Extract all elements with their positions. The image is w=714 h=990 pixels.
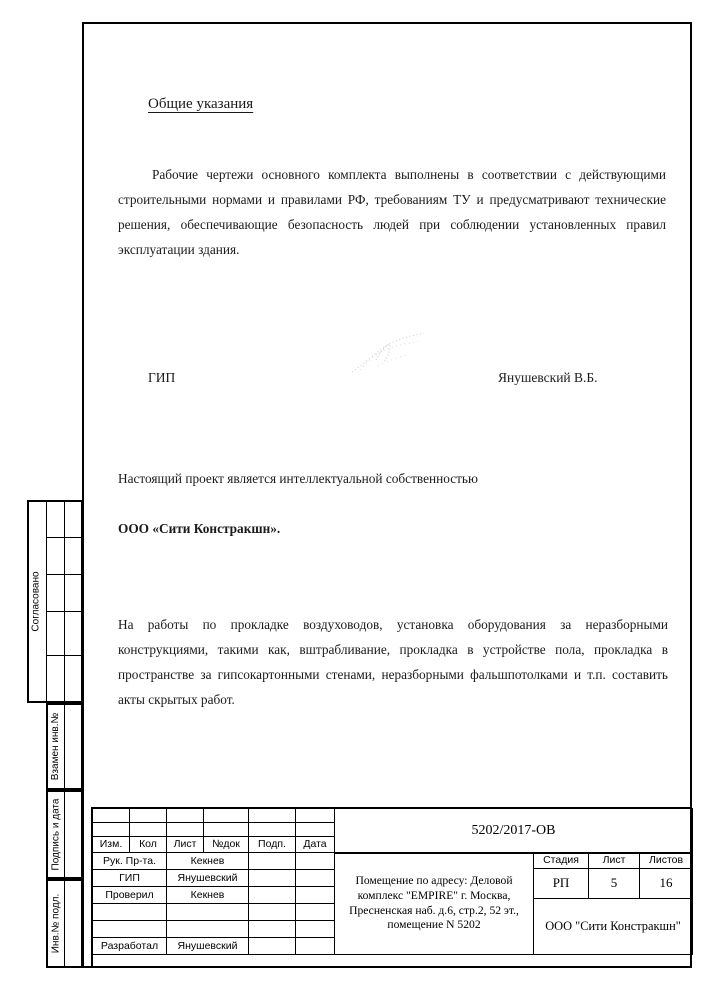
revision-cell	[92, 822, 130, 837]
stamp-role-name	[166, 903, 249, 921]
stamp-header-list: Лист	[166, 836, 204, 853]
stamp-role-name	[166, 920, 249, 938]
stamp-role-label	[92, 903, 167, 921]
stamp-role-date	[295, 886, 335, 904]
document-code: 5202/2017-ОВ	[334, 808, 693, 854]
margin-label-signature-date: Подпись и дата	[50, 798, 61, 871]
sheets-label: Листов	[639, 852, 693, 869]
object-description: Помещение по адресу: Деловой комплекс "EMPIRE" г. Москва, Пресненская наб. д.6, стр.2, 52 эт., помещение N 5202	[334, 852, 534, 955]
stamp-role-label	[92, 920, 167, 938]
ownership-paragraph	[118, 466, 618, 541]
margin-label-inventory-number: Инв.№ подл.	[50, 893, 62, 954]
stamp-role-sign	[248, 852, 296, 870]
revision-cell	[203, 822, 249, 837]
stage-label: Стадия	[533, 852, 589, 869]
margin-label-approval: Согласовано	[31, 571, 43, 632]
stamp-role-label: Разработал	[92, 937, 167, 955]
approval-block-row-divider-3	[46, 611, 83, 612]
stamp-header-podp: Подп.	[248, 836, 296, 853]
revision-cell	[295, 808, 335, 823]
approval-block-row-divider-1	[46, 537, 83, 538]
revision-cell	[203, 808, 249, 823]
stamp-role-label: Рук. Пр-та.	[92, 852, 167, 870]
stamp-role-name: Янушевский	[166, 869, 249, 887]
revision-cell	[92, 808, 130, 823]
revision-cell	[129, 822, 167, 837]
chief-engineer-role-label: ГИП	[148, 370, 176, 385]
hidden-works-paragraph: На работы по прокладке воздуховодов, установка оборудования за неразборными конструкциями, такими как, вштрабливание, прокладка в устройстве пола, прокладка в пространстве за гипсокартонными стенами, неразборными фальшпотолками и т.п. составить акты скрытых работ.	[118, 617, 668, 707]
stamp-role-date	[295, 937, 335, 955]
stamp-role-sign	[248, 869, 296, 887]
margin-label-replaces-inv: Взамен инв.№	[50, 712, 62, 781]
stamp-header-data: Дата	[295, 836, 335, 853]
revision-cell	[295, 822, 335, 837]
stamp-role-sign	[248, 903, 296, 921]
sheets-value: 16	[639, 868, 693, 899]
stamp-header-ndok: №док	[203, 836, 249, 853]
revision-cell	[129, 808, 167, 823]
stamp-role-date	[295, 852, 335, 870]
stamp-role-date	[295, 920, 335, 938]
page-title: Общие указания	[148, 96, 254, 112]
stamp-role-name: Янушевский	[166, 937, 249, 955]
stage-value: РП	[533, 868, 589, 899]
stamp-role-sign	[248, 937, 296, 955]
stamp-header-kol: Кол	[129, 836, 167, 853]
ownership-line-1: Настоящий проект является интеллектуальной собственностью	[118, 471, 478, 486]
ownership-company: ООО «Сити Констракшн».	[118, 521, 281, 536]
revision-cell	[166, 808, 204, 823]
stamp-role-date	[295, 869, 335, 887]
stamp-role-date	[295, 903, 335, 921]
approval-block-row-divider-2	[46, 574, 83, 575]
chief-engineer-name-label: Янушевский В.Б.	[498, 370, 598, 385]
ownership-gap	[118, 491, 618, 516]
stamp-role-sign	[248, 886, 296, 904]
stamp-role-name: Кекнев	[166, 886, 249, 904]
sheet-value: 5	[588, 868, 640, 899]
revision-cell	[248, 808, 296, 823]
stamp-header-izm: Изм.	[92, 836, 130, 853]
title-block	[91, 807, 692, 968]
stamp-role-name: Кекнев	[166, 852, 249, 870]
sheet-label: Лист	[588, 852, 640, 869]
approval-block-divider-2	[64, 500, 65, 703]
approval-block-row-divider-4	[46, 655, 83, 656]
stamp-role-sign	[248, 920, 296, 938]
revision-cell	[248, 822, 296, 837]
revision-cell	[166, 822, 204, 837]
stamp-role-label: ГИП	[92, 869, 167, 887]
stamp-role-label: Проверил	[92, 886, 167, 904]
approval-block-divider-1	[46, 500, 47, 703]
handwritten-signature-icon	[348, 330, 428, 375]
general-instructions-paragraph: Рабочие чертежи основного комплекта выполнены в соответствии с действующими строительными нормами и правилами РФ, требованиям ТУ и предусматривают технические решения, обеспечивающие безопасность людей при соблюдении установленных правил эксплуатации здания.	[118, 167, 666, 257]
organization-name: ООО "Сити Констракшн"	[533, 898, 693, 955]
